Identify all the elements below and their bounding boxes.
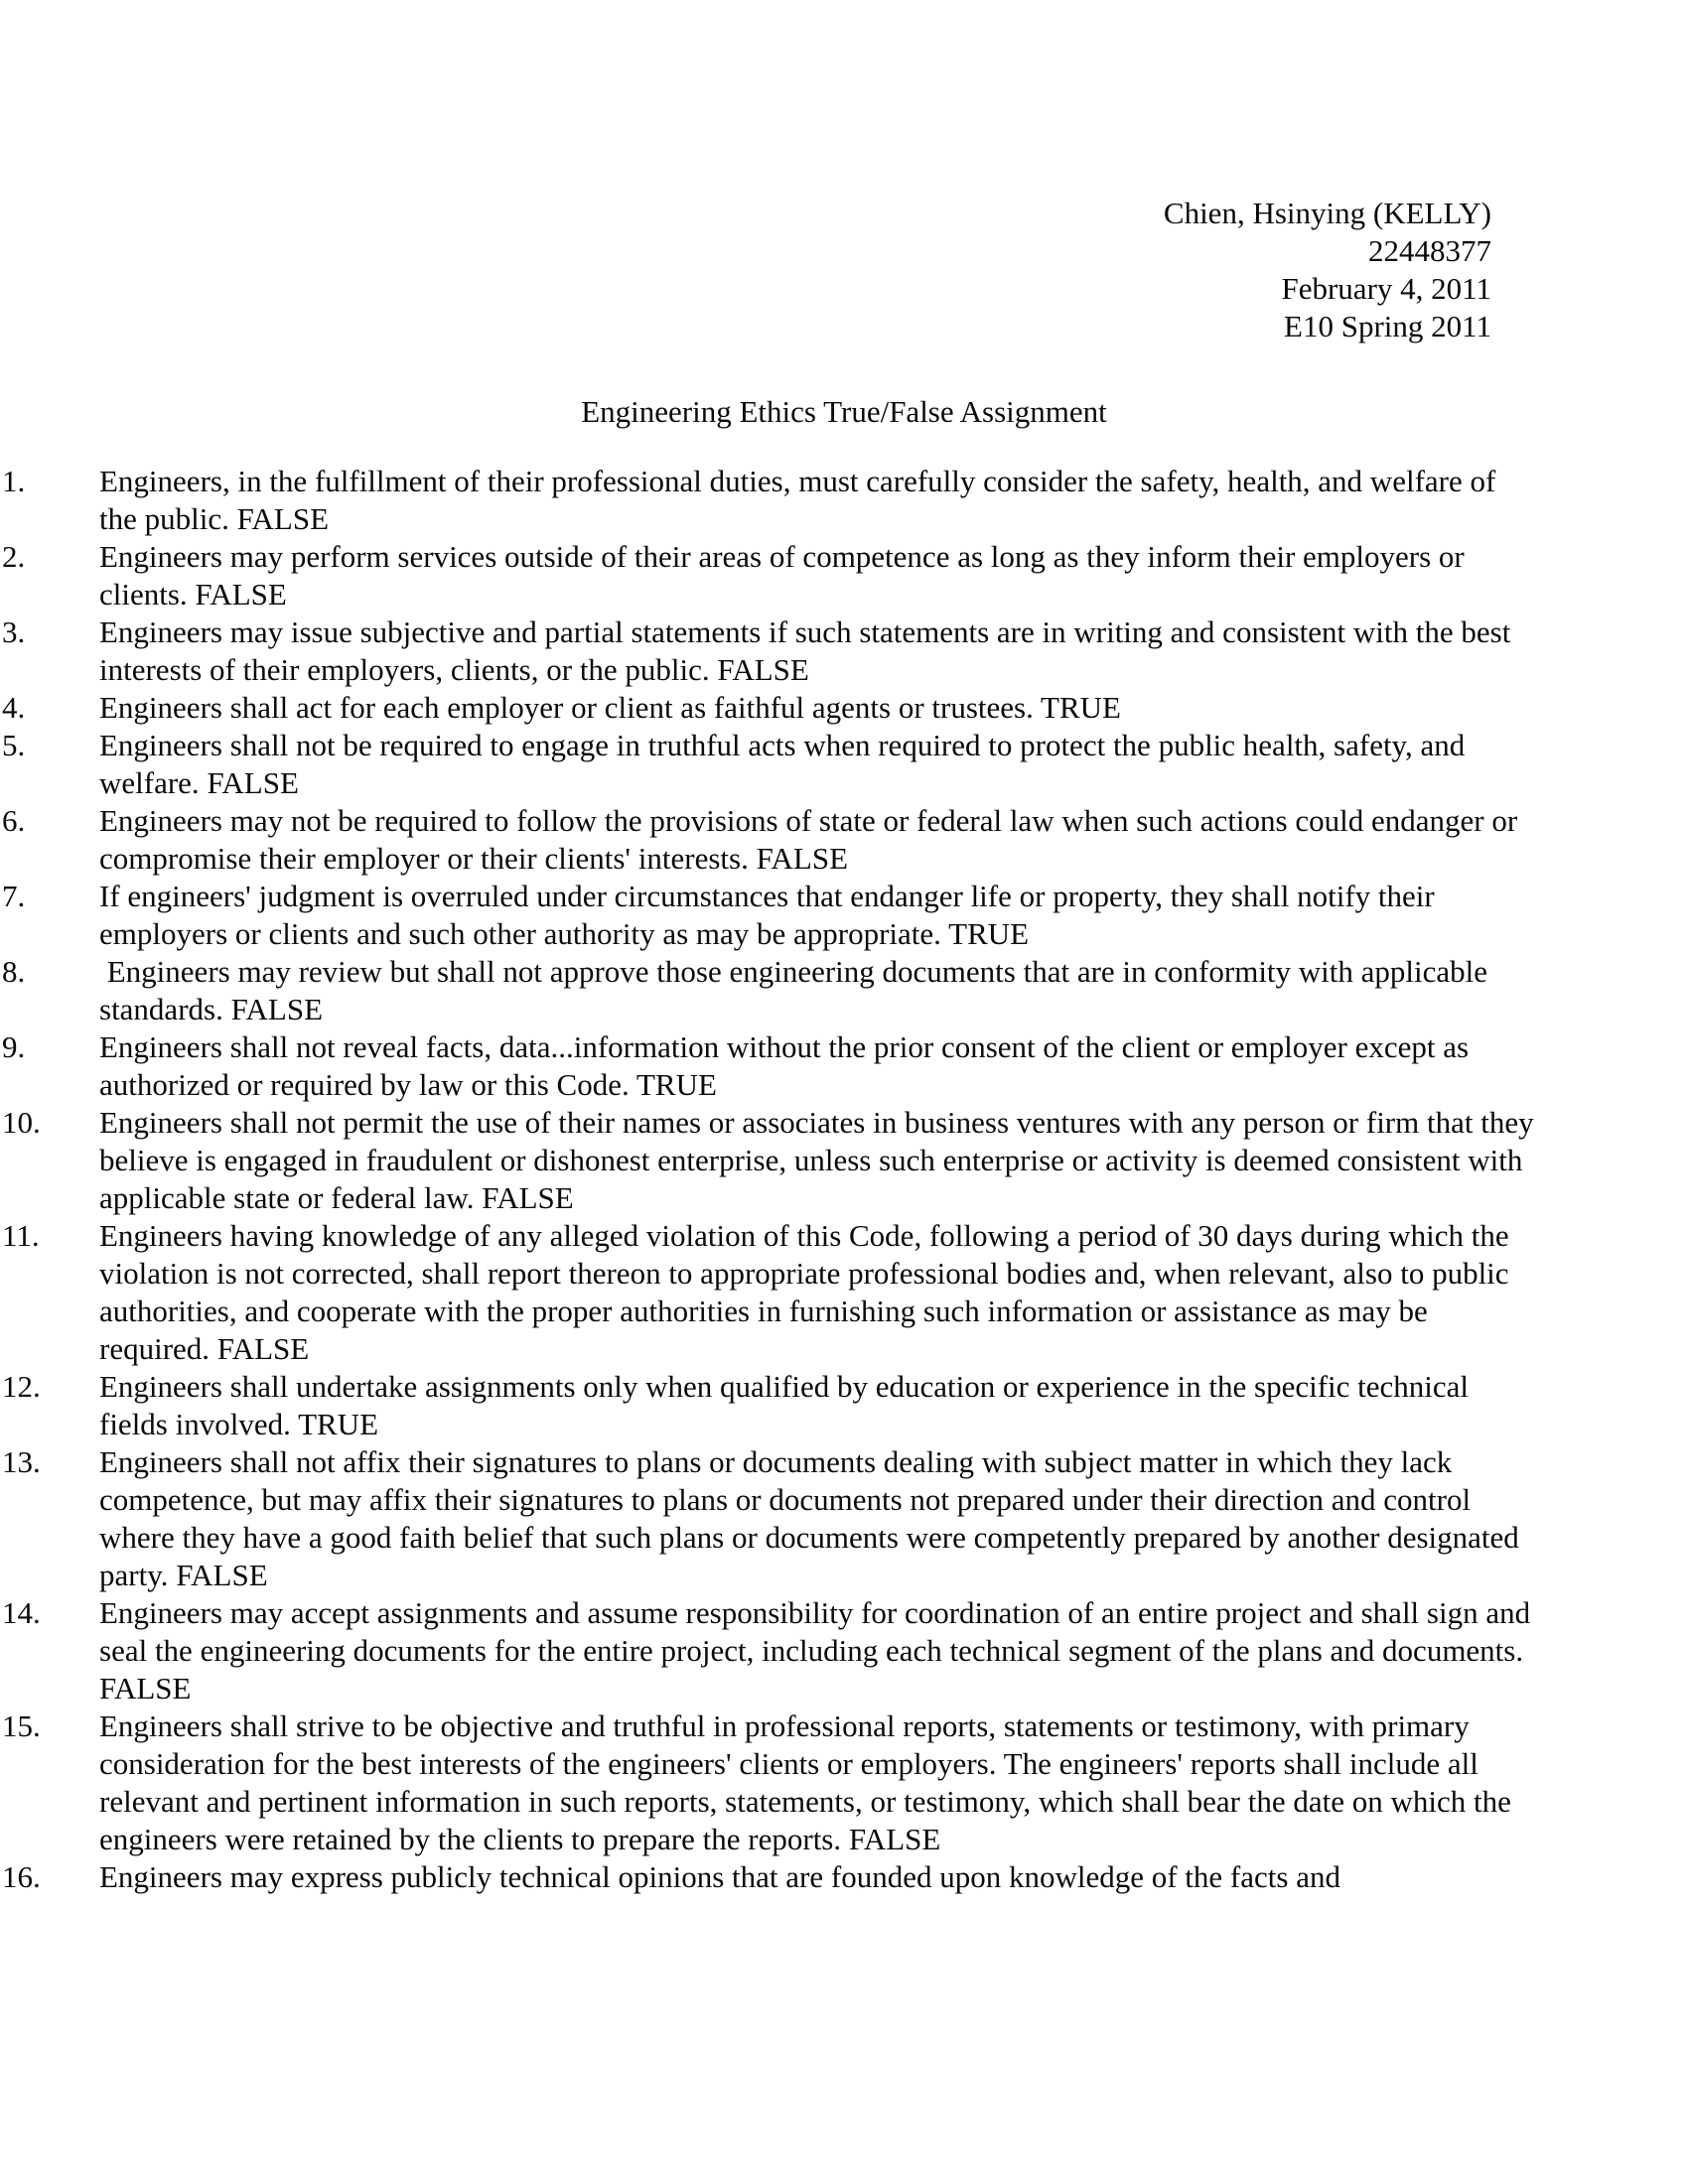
item-text: Engineers shall not be required to engage in truthful acts when required to protect the public health, safety, and welfare. [99, 728, 1474, 800]
document-header [0, 195, 1688, 345]
item-answer: FALSE [176, 1558, 268, 1592]
list-item [0, 1443, 1534, 1594]
item-answer: FALSE [717, 652, 809, 687]
course-label: E10 Spring 2011 [1284, 309, 1491, 343]
item-text: Engineers shall act for each employer or client as faithful agents or trustees. [99, 690, 1034, 725]
item-number: 2. [2, 539, 26, 574]
list-item [0, 802, 1534, 878]
item-text: Engineers may accept assignments and assume responsibility for coordination of an entire project and shall sign and seal the engineering documents for the entire project, including each technical segment of the plans and documents. [99, 1595, 1538, 1668]
item-number: 12. [2, 1369, 41, 1404]
list-item [0, 1368, 1534, 1443]
question-list [0, 463, 1542, 1896]
item-number: 8. [2, 954, 26, 989]
item-answer: FALSE [230, 992, 324, 1026]
item-number: 3. [2, 614, 26, 649]
list-item [0, 953, 1534, 1028]
item-text: Engineers shall not affix their signatures to plans or documents dealing with subject matter in which they lack competence, but may affix their signatures to plans or documents not prepared under their direction and control where they have a good faith belief that such plans or documents were competently prepared by another designated party. [99, 1444, 1527, 1592]
item-number: 4. [2, 690, 26, 725]
item-text: Engineers may express publicly technical opinions that are founded upon knowledge of the facts and [99, 1859, 1340, 1894]
item-number: 6. [2, 803, 26, 838]
list-item [0, 727, 1534, 802]
item-number: 7. [2, 879, 26, 913]
author-name: Chien, Hsinying (KELLY) [1163, 196, 1491, 230]
list-item [0, 1028, 1534, 1104]
document-date: February 4, 2011 [1281, 271, 1491, 306]
item-number: 10. [2, 1105, 41, 1140]
item-text: Engineers shall not reveal facts, data...information without the prior consent of the client or employer except as authorized or required by law or this Code. [99, 1029, 1477, 1102]
list-item [0, 614, 1534, 689]
item-text: Engineers, in the fulfillment of their professional duties, must carefully consider the safety, health, and welfare of the public. [99, 464, 1504, 536]
item-text: Engineers shall undertake assignments only when qualified by education or experience in the specific technical fields involved. [99, 1369, 1477, 1441]
item-answer: FALSE [207, 765, 299, 800]
item-number: 16. [2, 1859, 41, 1894]
student-id: 22448377 [1368, 233, 1491, 268]
item-number: 14. [2, 1595, 41, 1630]
item-answer: TRUE [635, 1067, 717, 1102]
item-text: Engineers shall strive to be objective and truthful in professional reports, statements or testimony, with primary consideration for the best interests of the engineers' clients or employers. The engineers' reports shall include all relevant and pertinent information in such reports, statements, or testimony, which shall bear the date on which the engineers were retained by the clients to prepare the reports. [99, 1708, 1519, 1856]
item-answer: FALSE [236, 501, 330, 536]
list-item [0, 1858, 1534, 1896]
list-item [0, 463, 1534, 538]
list-item [0, 878, 1534, 953]
item-text: Engineers may perform services outside of their areas of competence as long as they inform their employers or clients. [99, 539, 1473, 612]
item-number: 9. [2, 1029, 26, 1064]
item-answer: FALSE [216, 1331, 310, 1366]
item-number: 5. [2, 728, 26, 762]
item-text: Engineers may issue subjective and partial statements if such statements are in writing and consistent with the best interests of their employers, clients, or the public. [99, 614, 1519, 687]
item-answer: FALSE [99, 1671, 192, 1706]
item-number: 13. [2, 1444, 41, 1479]
item-answer: FALSE [195, 577, 287, 612]
list-item [0, 689, 1534, 727]
list-item [0, 1594, 1538, 1707]
item-number: 15. [2, 1708, 41, 1743]
item-text: If engineers' judgment is overruled under circumstances that endanger life or property, they shall notify their employers or clients and such other authority as may be appropriate. [99, 879, 1443, 951]
list-item [0, 538, 1534, 614]
item-number: 11. [2, 1218, 40, 1253]
item-answer: TRUE [298, 1407, 378, 1441]
item-text: Engineers may review but shall not approve those engineering documents that are in conformity with applicable standards. [99, 954, 1495, 1026]
item-text: Engineers having knowledge of any alleged violation of this Code, following a period of 30 days during which the violation is not corrected, shall report thereon to appropriate professional bodies and, when relevant, also to public authorities, and cooperate with the proper authorities in furnishing such information or assistance as may be required. [99, 1218, 1517, 1366]
list-item [0, 1217, 1534, 1368]
item-text: Engineers shall not permit the use of their names or associates in business ventures with any person or firm that they believe is engaged in fraudulent or dishonest enterprise, unless such enterprise or activity is deemed consistent with applicable state or federal law. [99, 1105, 1542, 1215]
item-answer: FALSE [756, 841, 849, 876]
item-text: Engineers may not be required to follow the provisions of state or federal law when such actions could endanger or compromise their employer or their clients' interests. [99, 803, 1525, 876]
item-number: 1. [2, 464, 26, 498]
item-answer: TRUE [1041, 690, 1121, 725]
item-answer: FALSE [848, 1822, 941, 1856]
document-title: Engineering Ethics True/False Assignment [581, 394, 1107, 429]
list-item [0, 1707, 1534, 1858]
item-answer: TRUE [948, 916, 1030, 951]
item-answer: FALSE [482, 1180, 574, 1215]
list-item [0, 1104, 1542, 1217]
